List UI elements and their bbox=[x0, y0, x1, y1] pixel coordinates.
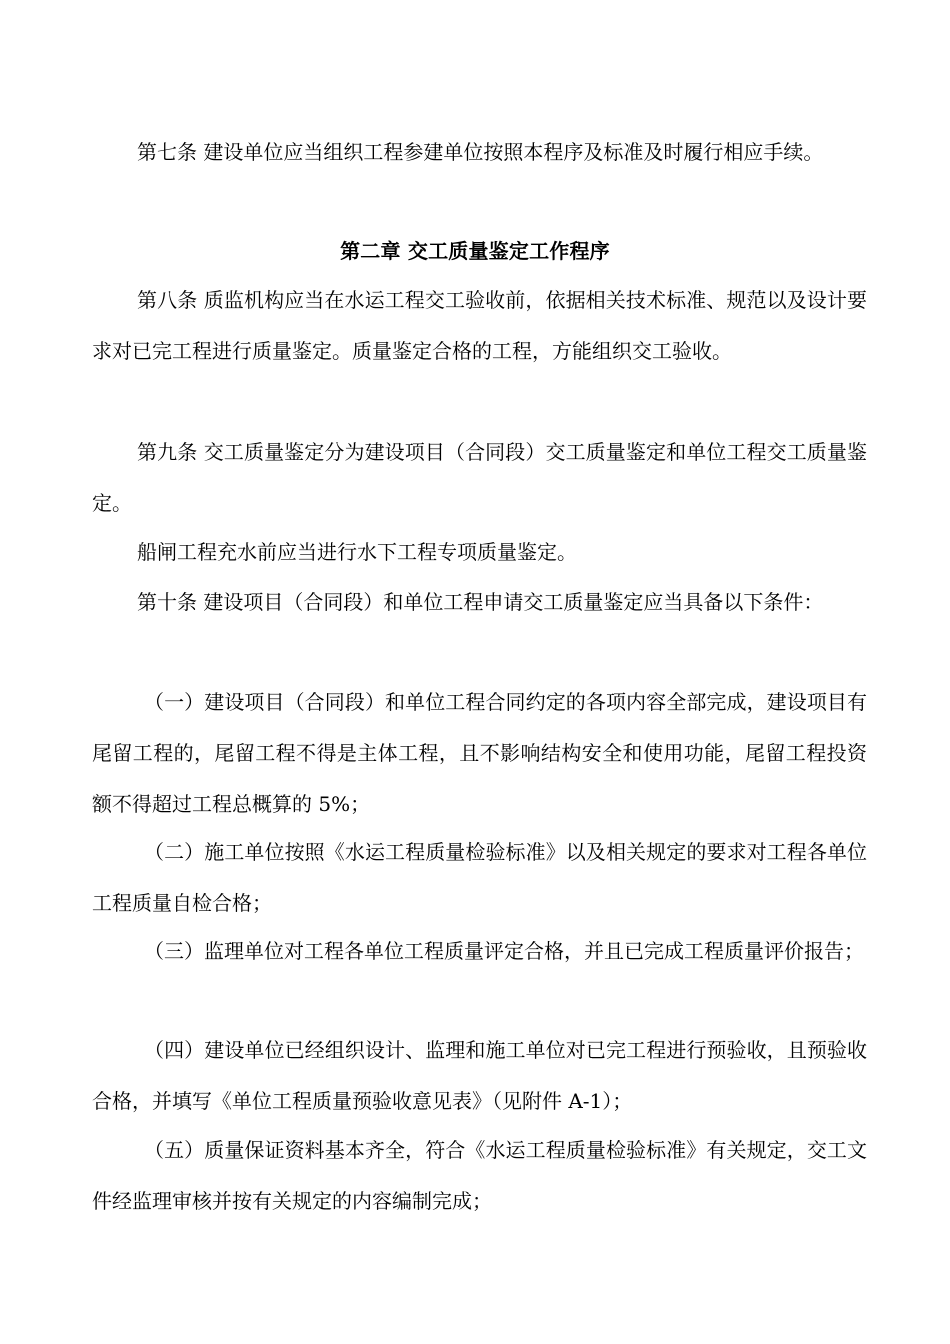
condition-3: （三）监理单位对工程各单位工程质量评定合格，并且已完成工程质量评价报告； bbox=[144, 939, 864, 963]
article-9: 第九条 交工质量鉴定分为建设项目（合同段）交工质量鉴定和单位工程交工质量鉴定。 bbox=[92, 440, 867, 515]
article-8: 第八条 质监机构应当在水运工程交工验收前，依据相关技术标准、规范以及设计要求对已完工程进行质量鉴定。质量鉴定合格的工程，方能组织交工验收。 bbox=[92, 288, 867, 363]
article-7: 第七条 建设单位应当组织工程参建单位按照本程序及标准及时履行相应手续。 bbox=[137, 140, 824, 164]
article-10: 第十条 建设项目（合同段）和单位工程申请交工质量鉴定应当具备以下条件： bbox=[137, 590, 824, 614]
ship-lock-note: 船闸工程充水前应当进行水下工程专项质量鉴定。 bbox=[137, 540, 577, 564]
condition-2: （二）施工单位按照《水运工程质量检验标准》以及相关规定的要求对工程各单位工程质量自检合格； bbox=[92, 840, 867, 915]
condition-5: （五）质量保证资料基本齐全，符合《水运工程质量检验标准》有关规定，交工文件经监理审核并按有关规定的内容编制完成； bbox=[92, 1138, 867, 1213]
condition-1: （一）建设项目（合同段）和单位工程合同约定的各项内容全部完成，建设项目有尾留工程的，尾留工程不得是主体工程，且不影响结构安全和使用功能，尾留工程投资额不得超过工程总概算的 5%； bbox=[92, 690, 867, 816]
condition-4: （四）建设单位已经组织设计、监理和施工单位对已完工程进行预验收，且预验收合格，并填写《单位工程质量预验收意见表》（见附件 A-1）； bbox=[92, 1038, 867, 1113]
chapter-title: 第二章 交工质量鉴定工作程序 bbox=[340, 239, 610, 263]
